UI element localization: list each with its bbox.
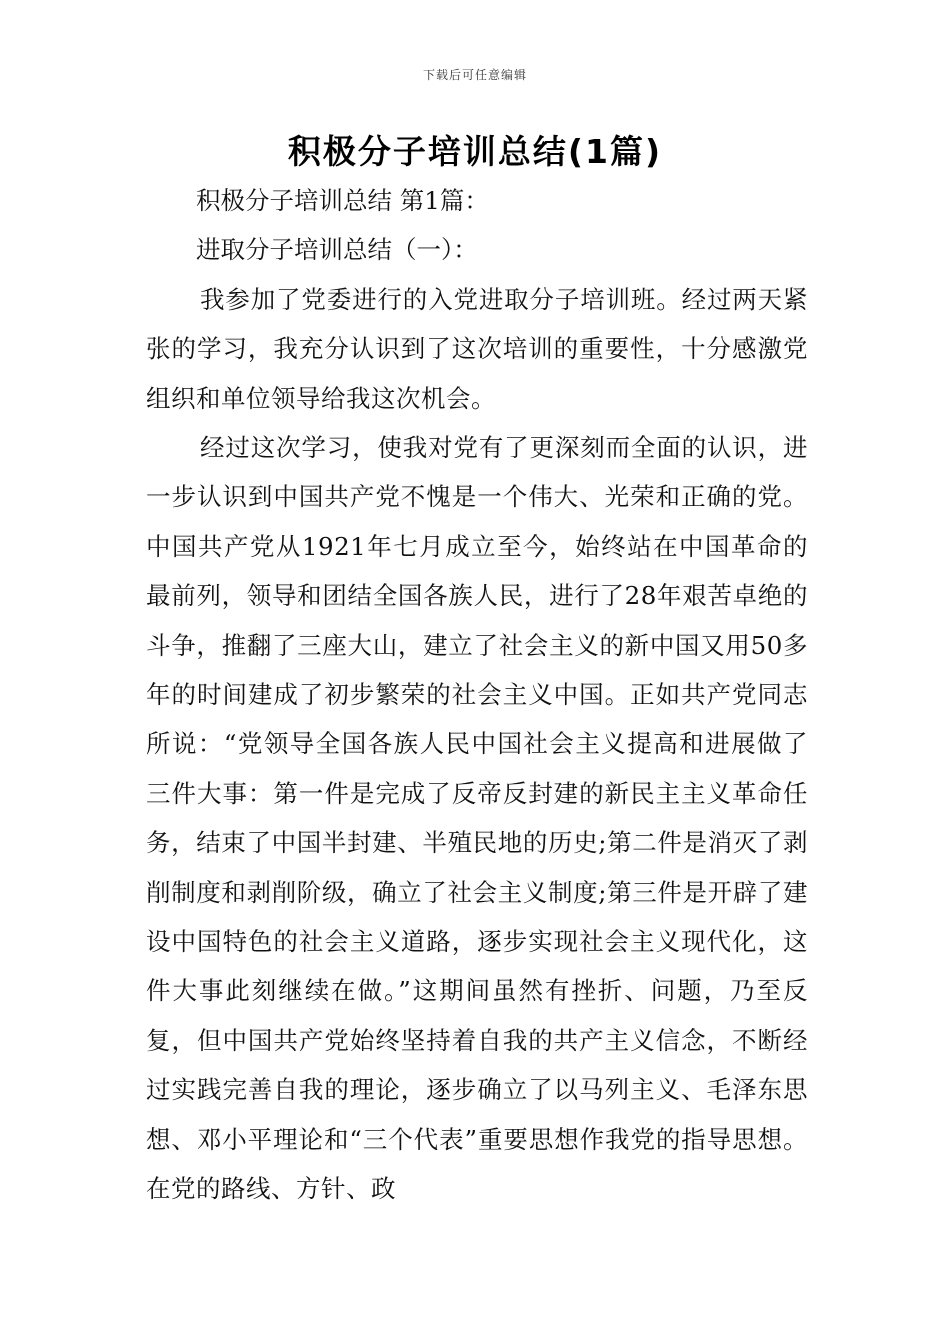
page-title: 积极分子培训总结(1篇): [287, 132, 663, 171]
section-subtitle-2: 进取分子培训总结（一）：: [196, 235, 478, 264]
header-note: 下载后可任意编辑: [422, 68, 527, 82]
paragraph-block-2: [146, 423, 808, 1214]
paragraph-1: 我参加了党委进行的入党进取分子培训班。经过两天紧张的学习，我充分认识到了这次培训的重要性，十分感激党组织和单位领导给我这次机会。: [146, 285, 808, 413]
paragraph-2: 经过这次学习，使我对党有了更深刻而全面的认识，进一步认识到中国共产党不愧是一个伟大、光荣和正确的党。中国共产党从1921年七月成立至今，始终站在中国革命的最前列，领导和团结全国各族人民，进行了28年艰苦卓绝的斗争，推翻了三座大山，建立了社会主义的新中国又用50多年的时间建成了初步繁荣的社会主义中国。正如共产党同志所说：“党领导全国各族人民中国社会主义提高和进展做了三件大事：第一件是完成了反帝反封建的新民主主义革命任务，结束了中国半封建、半殖民地的历史;第二件是消灭了剥削制度和剥削阶级，确立了社会主义制度;第三件是开辟了建设中国特色的社会主义道路，逐步实现社会主义现代化，这件大事此刻继续在做。”这期间虽然有挫折、问题，乃至反复，但中国共产党始终坚持着自我的共产主义信念，不断经过实践完善自我的理论，逐步确立了以马列主义、毛泽东思想、邓小平理论和“三个代表”重要思想作我党的指导思想。在党的路线、方针、政: [146, 433, 808, 1204]
paragraph-block-1: [146, 275, 808, 423]
section-subtitle-1: 积极分子培训总结 第1篇：: [196, 186, 489, 215]
